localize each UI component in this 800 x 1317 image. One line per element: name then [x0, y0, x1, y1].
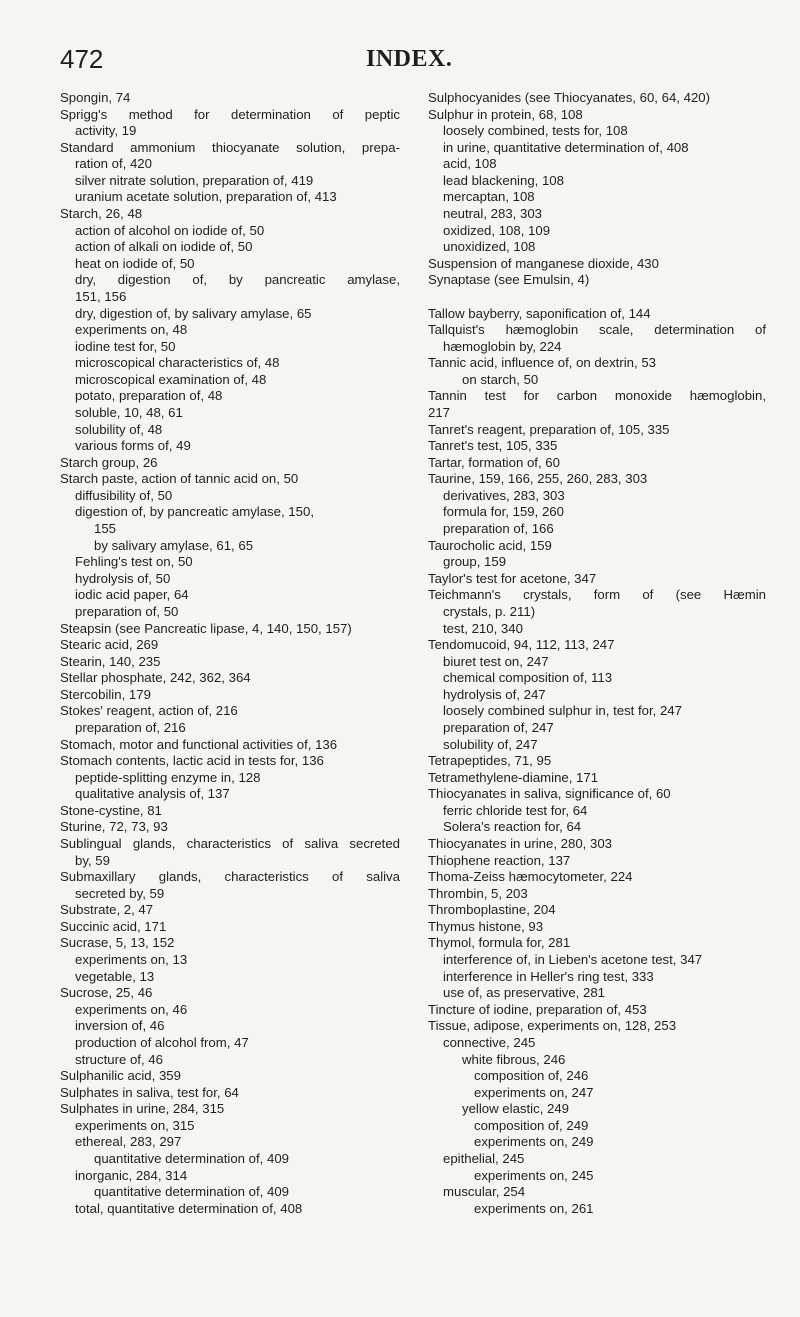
index-subentry: uranium acetate solution, preparation of, 413 — [75, 189, 337, 205]
index-entry: Tallow bayberry, saponification of, 144 — [428, 305, 651, 321]
index-subentry: production of alcohol from, 47 — [75, 1034, 249, 1050]
running-title: INDEX. — [366, 46, 453, 72]
index-subentry: solubility of, 247 — [443, 736, 538, 752]
index-subentry: preparation of, 247 — [443, 719, 554, 735]
index-entry: Tannic acid, influence of, on dextrin, 53 — [428, 355, 656, 371]
index-entry: Tissue, adipose, experiments on, 128, 253 — [428, 1018, 677, 1034]
index-subentry: diffusibility of, 50 — [75, 487, 173, 503]
index-subentry: heat on iodide of, 50 — [75, 255, 195, 271]
index-subentry: Solera's reaction for, 64 — [443, 819, 582, 835]
index-entry: Starch paste, action of tannic acid on, 50 — [60, 471, 299, 487]
index-entry: Sulphates in urine, 284, 315 — [60, 1101, 225, 1117]
index-entry: Tallquist's hæmoglobin scale, determination of — [428, 322, 766, 338]
index-subentry: on starch, 50 — [462, 371, 539, 387]
index-entry: Sulphates in saliva, test for, 64 — [60, 1084, 239, 1100]
index-subentry: muscular, 254 — [443, 1184, 526, 1200]
index-subentry: by salivary amylase, 61, 65 — [94, 537, 254, 553]
index-subentry: formula for, 159, 260 — [443, 504, 564, 520]
index-subentry: yellow elastic, 249 — [462, 1101, 570, 1117]
index-subentry: action of alcohol on iodide of, 50 — [75, 222, 265, 238]
index-entry: Stomach contents, lactic acid in tests for, 136 — [60, 753, 324, 769]
index-subentry: experiments on, 261 — [474, 1200, 594, 1216]
index-subentry: total, quantitative determination of, 408 — [75, 1200, 303, 1216]
index-subentry: experiments on, 46 — [75, 1001, 188, 1017]
index-subentry: silver nitrate solution, preparation of, 419 — [75, 172, 314, 188]
index-subentry: ration of, 420 — [75, 156, 152, 172]
index-entry: Stellar phosphate, 242, 362, 364 — [60, 670, 251, 686]
index-entry: Stercobilin, 179 — [60, 686, 151, 702]
index-entry: Sucrase, 5, 13, 152 — [60, 935, 175, 951]
index-subentry: action of alkali on iodide of, 50 — [75, 239, 253, 255]
index-subentry: by, 59 — [75, 852, 110, 868]
blank-line — [428, 289, 766, 306]
index-subentry: preparation of, 216 — [75, 719, 186, 735]
index-subentry: iodic acid paper, 64 — [75, 587, 189, 603]
index-subentry: hydrolysis of, 247 — [443, 686, 546, 702]
index-subentry: microscopical characteristics of, 48 — [75, 355, 280, 371]
index-subentry: epithelial, 245 — [443, 1151, 525, 1166]
index-subentry: crystals, p. 211) — [443, 603, 536, 619]
index-subentry: qualitative analysis of, 137 — [75, 786, 230, 802]
index-subentry: neutral, 283, 303 — [443, 206, 542, 222]
index-subentry: digestion of, by pancreatic amylase, 150, — [75, 504, 314, 520]
index-subentry: 151, 156 — [75, 288, 127, 304]
index-subentry: inversion of, 46 — [75, 1018, 165, 1034]
page-number: 472 — [60, 44, 104, 74]
index-entry: Synaptase (see Emulsin, 4) — [428, 272, 590, 288]
index-subentry: 155 — [94, 521, 117, 537]
index-entry: Sulphocyanides (see Thiocyanates, 60, 64, 420) — [428, 90, 711, 105]
index-entry: Tendomucoid, 94, 112, 113, 247 — [428, 637, 615, 653]
index-subentry: microscopical examination of, 48 — [75, 371, 267, 387]
index-subentry: interference of, in Lieben's acetone test, 347 — [443, 952, 703, 968]
index-subentry: dry, digestion of, by salivary amylase, 65 — [75, 305, 312, 321]
index-subentry: quantitative determination of, 409 — [94, 1184, 290, 1200]
index-subentry: composition of, 246 — [474, 1068, 589, 1084]
index-entry: Spongin, 74 — [60, 90, 131, 105]
index-subentry: preparation of, 50 — [75, 603, 179, 619]
index-entry: Substrate, 2, 47 — [60, 902, 154, 918]
index-entry: Tanret's test, 105, 335 — [428, 438, 558, 454]
index-entry: Stone-cystine, 81 — [60, 802, 162, 818]
index-subentry: preparation of, 166 — [443, 521, 554, 537]
index-entry: Taurocholic acid, 159 — [428, 537, 552, 553]
index-column-left — [60, 90, 400, 1217]
index-entry: Thiocyanates in urine, 280, 303 — [428, 836, 613, 852]
index-entry: Tetrapeptides, 71, 95 — [428, 753, 552, 769]
index-subentry: iodine test for, 50 — [75, 338, 176, 354]
index-entry: Taurine, 159, 166, 255, 260, 283, 303 — [428, 471, 648, 487]
index-subentry: white fibrous, 246 — [462, 1051, 566, 1067]
index-entry: Suspension of manganese dioxide, 430 — [428, 255, 659, 271]
index-entry: Tartar, formation of, 60 — [428, 454, 560, 470]
index-entry: Taylor's test for acetone, 347 — [428, 570, 597, 586]
index-subentry: ferric chloride test for, 64 — [443, 802, 588, 818]
index-entry: Sulphanilic acid, 359 — [60, 1068, 181, 1084]
page-header — [0, 44, 800, 78]
index-column-right — [428, 90, 766, 1217]
index-subentry: biuret test on, 247 — [443, 653, 549, 669]
index-entry: Stearin, 140, 235 — [60, 653, 161, 669]
index-subentry: dry, digestion of, by pancreatic amylase, — [75, 272, 400, 288]
index-entry: Sprigg's method for determination of peptic — [60, 106, 400, 122]
index-subentry: peptide-splitting enzyme in, 128 — [75, 769, 261, 785]
index-entry: Tincture of iodine, preparation of, 453 — [428, 1001, 647, 1017]
index-subentry: experiments on, 247 — [474, 1084, 594, 1100]
index-subentry: in urine, quantitative determination of, 408 — [443, 139, 689, 155]
index-subentry: mercaptan, 108 — [443, 189, 535, 205]
index-subentry: lead blackening, 108 — [443, 172, 564, 188]
index-subentry: structure of, 46 — [75, 1051, 163, 1067]
index-subentry: Fehling's test on, 50 — [75, 554, 193, 570]
index-entry: Standard ammonium thiocyanate solution, prepa- — [60, 139, 400, 155]
index-subentry: composition of, 249 — [474, 1117, 589, 1133]
index-entry: Starch group, 26 — [60, 454, 158, 470]
index-entry: Stokes' reagent, action of, 216 — [60, 703, 238, 719]
index-subentry: solubility of, 48 — [75, 421, 163, 437]
index-entry: Stomach, motor and functional activities of, 136 — [60, 736, 338, 752]
index-subentry: soluble, 10, 48, 61 — [75, 404, 183, 420]
index-entry: Steapsin (see Pancreatic lipase, 4, 140, 150, 157) — [60, 620, 352, 636]
index-entry: Thymus histone, 93 — [428, 918, 544, 934]
index-entry: Tannin test for carbon monoxide hæmoglobin, — [428, 388, 766, 404]
index-subentry: chemical composition of, 113 — [443, 670, 613, 686]
index-subentry: unoxidized, 108 — [443, 239, 536, 255]
index-subentry: potato, preparation of, 48 — [75, 388, 223, 404]
index-subentry: vegetable, 13 — [75, 968, 155, 984]
index-subentry: various forms of, 49 — [75, 438, 191, 454]
index-entry: Thoma-Zeiss hæmocytometer, 224 — [428, 869, 633, 885]
index-entry: Thiocyanates in saliva, significance of, 60 — [428, 786, 671, 802]
index-entry: Tanret's reagent, preparation of, 105, 335 — [428, 421, 670, 437]
index-subentry: hydrolysis of, 50 — [75, 570, 171, 586]
index-subentry: experiments on, 48 — [75, 322, 188, 338]
index-subentry: experiments on, 245 — [474, 1167, 594, 1183]
index-subentry: experiments on, 249 — [474, 1134, 594, 1150]
index-subentry: activity, 19 — [75, 123, 137, 139]
index-subentry: group, 159 — [443, 554, 507, 570]
index-entry: Teichmann's crystals, form of (see Hæmin — [428, 587, 766, 603]
index-subentry: loosely combined sulphur in, test for, 247 — [443, 703, 682, 719]
index-entry: Tetramethylene-diamine, 171 — [428, 769, 599, 785]
index-subentry: quantitative determination of, 409 — [94, 1151, 290, 1166]
index-subentry: oxidized, 108, 109 — [443, 222, 551, 238]
index-entry: Starch, 26, 48 — [60, 206, 143, 222]
index-subentry: use of, as preservative, 281 — [443, 985, 606, 1001]
index-entry: Stearic acid, 269 — [60, 637, 159, 653]
index-subentry: secreted by, 59 — [75, 885, 165, 901]
index-subentry: experiments on, 13 — [75, 952, 188, 968]
index-entry: Thiophene reaction, 137 — [428, 852, 571, 868]
index-subentry: hæmoglobin by, 224 — [443, 338, 562, 354]
index-entry: Sturine, 72, 73, 93 — [60, 819, 168, 835]
index-subentry: derivatives, 283, 303 — [443, 487, 565, 503]
index-subentry: experiments on, 315 — [75, 1117, 195, 1133]
index-entry: Sulphur in protein, 68, 108 — [428, 106, 583, 122]
index-subentry: test, 210, 340 — [443, 620, 523, 636]
index-entry: Thrombin, 5, 203 — [428, 885, 528, 901]
index-subentry: interference in Heller's ring test, 333 — [443, 968, 654, 984]
index-entry: Succinic acid, 171 — [60, 918, 167, 934]
index-entry: Sucrose, 25, 46 — [60, 985, 153, 1001]
index-entry: Thymol, formula for, 281 — [428, 935, 571, 951]
index-subentry: loosely combined, tests for, 108 — [443, 123, 628, 139]
index-subentry: inorganic, 284, 314 — [75, 1167, 188, 1183]
index-subentry: connective, 245 — [443, 1034, 536, 1050]
index-subentry: acid, 108 — [443, 156, 497, 172]
index-entry: Thromboplastine, 204 — [428, 902, 556, 918]
index-entry: 217 — [428, 404, 451, 420]
index-subentry: ethereal, 283, 297 — [75, 1134, 182, 1150]
index-entry: Sublingual glands, characteristics of saliva secreted — [60, 836, 400, 852]
index-entry: Submaxillary glands, characteristics of saliva — [60, 869, 400, 885]
